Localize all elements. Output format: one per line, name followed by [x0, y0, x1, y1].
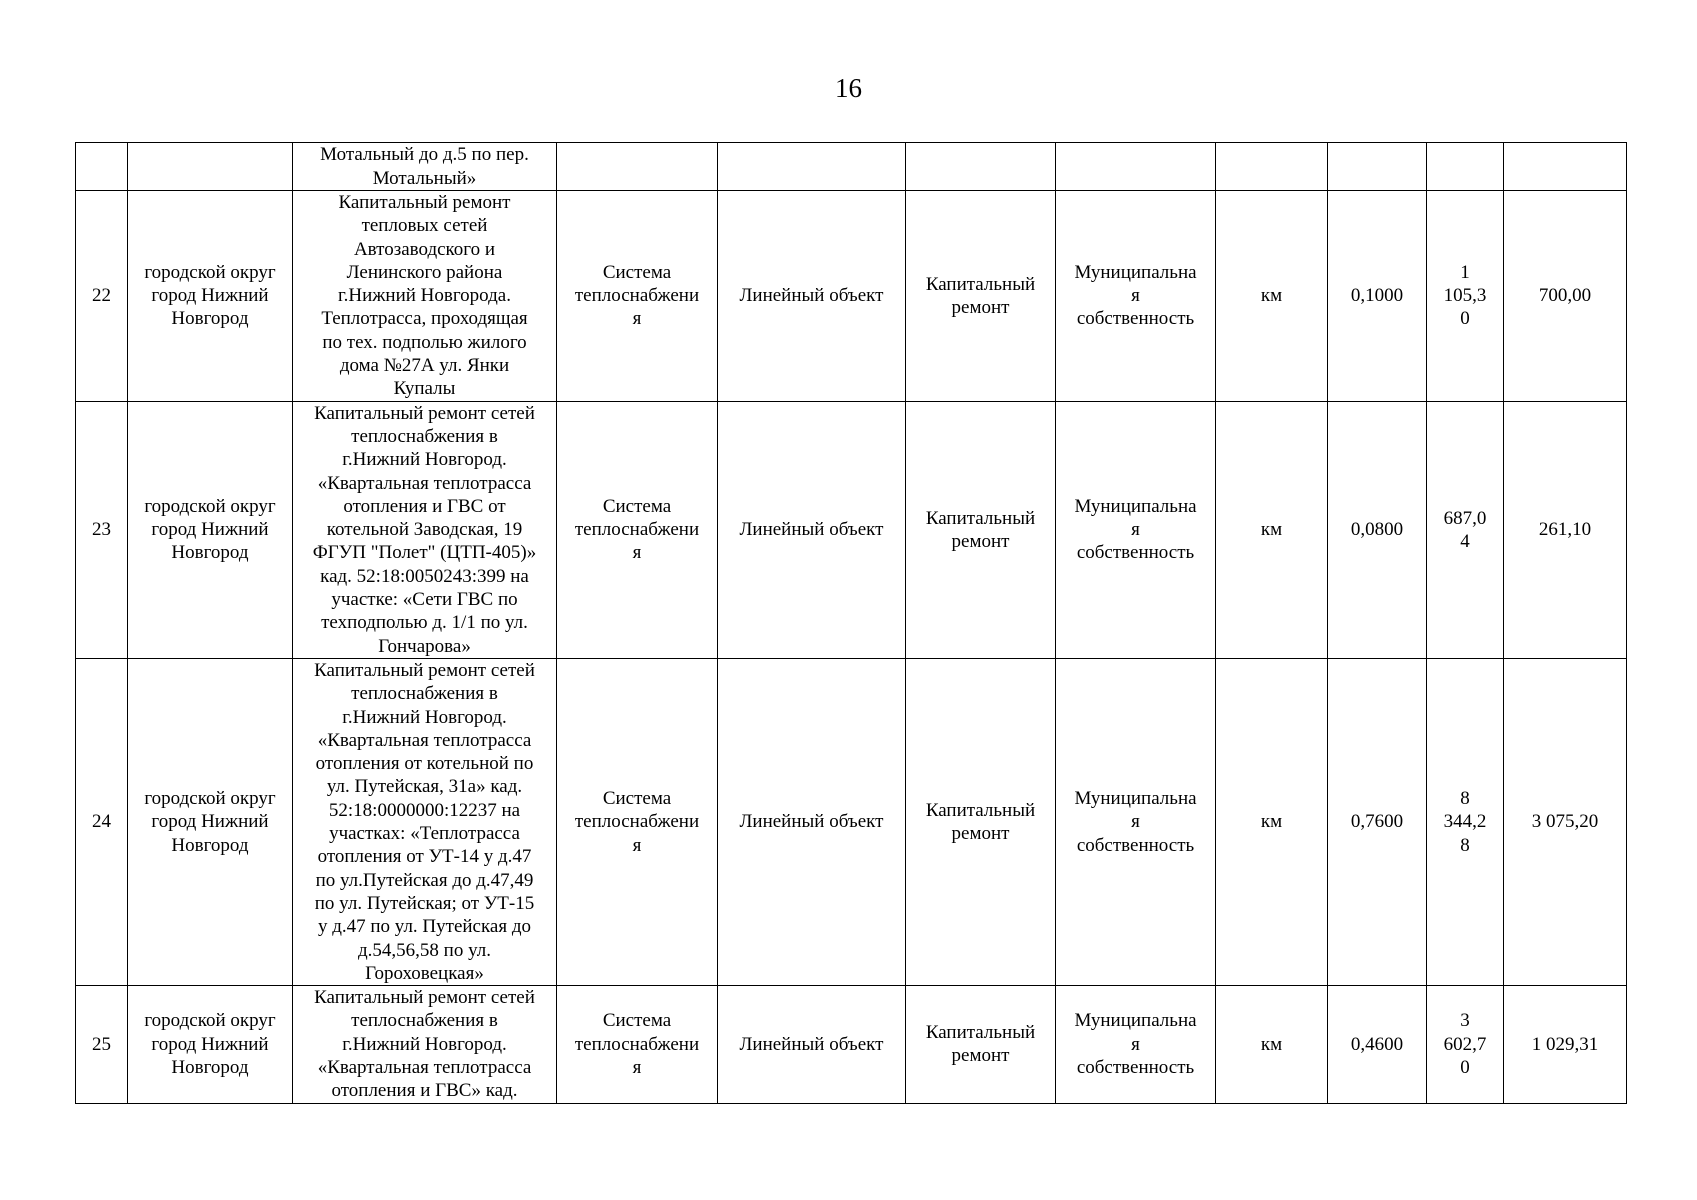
description-cell-line: 52:18:0000000:12237 на	[328, 799, 521, 821]
ownership-cell-line: собственность	[1076, 542, 1195, 564]
unit-cell: км	[1216, 191, 1328, 402]
table-row	[76, 658, 1627, 985]
num-cell: 22	[76, 191, 128, 402]
empty-cell	[718, 143, 906, 191]
system-cell-line: я	[632, 834, 642, 856]
ownership-cell	[1056, 986, 1216, 1103]
cost-cell-line: 4	[1460, 530, 1470, 552]
empty-cell	[1056, 143, 1216, 191]
municipality-cell	[128, 658, 293, 985]
empty-cell	[557, 143, 718, 191]
description-cell	[293, 191, 557, 402]
municipality-cell-line: Новгород	[171, 542, 249, 564]
description-cell-line: ул. Путейская, 31а» кад.	[326, 776, 523, 798]
municipality-cell-line: Новгород	[171, 308, 249, 330]
description-cell	[293, 401, 557, 658]
capacity-cell: 0,4600	[1328, 986, 1427, 1103]
table-row	[76, 986, 1627, 1103]
description-cell-line: «Квартальная теплотрасса	[317, 472, 532, 494]
ownership-cell	[1056, 658, 1216, 985]
municipality-cell-line: Новгород	[171, 834, 249, 856]
cost-cell	[1427, 658, 1504, 985]
municipality-cell-line: Новгород	[171, 1056, 249, 1078]
work-type-cell	[906, 191, 1056, 402]
cost-cell-line: 0	[1460, 308, 1470, 330]
description-cell-line: отопления и ГВС» кад.	[331, 1080, 518, 1102]
description-cell-line: г.Нижний Новгорода.	[338, 285, 511, 307]
description-cell-line: Мотальный»	[372, 167, 477, 189]
cost-cell-line: 0	[1460, 1056, 1470, 1078]
description-cell-line: «Квартальная теплотрасса	[317, 1056, 532, 1078]
municipality-cell-line: городской округ	[144, 495, 276, 517]
system-cell	[557, 986, 718, 1103]
capacity-cell: 0,7600	[1328, 658, 1427, 985]
num-cell: 24	[76, 658, 128, 985]
municipality-cell-line: город Нижний	[151, 285, 269, 307]
ownership-cell-line: Муниципальна	[1074, 1010, 1197, 1032]
object-type-cell: Линейный объект	[718, 658, 906, 985]
empty-cell	[1328, 143, 1427, 191]
work-type-cell-line: Капитальный	[925, 1022, 1036, 1044]
object-type-cell: Линейный объект	[718, 401, 906, 658]
system-cell-line: Система	[602, 261, 672, 283]
table-body	[76, 143, 1627, 1104]
description-cell-line: Капитальный ремонт сетей	[314, 987, 535, 1009]
description-cell-line: теплоснабжения в	[351, 1010, 498, 1032]
cost-cell	[1427, 191, 1504, 402]
ownership-cell-line: Муниципальна	[1074, 788, 1197, 810]
description-cell-line: г.Нижний Новгород.	[342, 706, 507, 728]
system-cell-line: теплоснабжени	[574, 811, 700, 833]
ownership-cell	[1056, 191, 1216, 402]
ownership-cell-line: Муниципальна	[1074, 495, 1197, 517]
system-cell-line: Система	[602, 495, 672, 517]
work-type-cell	[906, 401, 1056, 658]
empty-cell	[1216, 143, 1328, 191]
description-cell-line: Ленинского района	[346, 261, 503, 283]
cost-cell-line: 344,2	[1443, 811, 1487, 833]
system-cell-line: я	[632, 308, 642, 330]
cost-cell-line: 8	[1460, 834, 1470, 856]
empty-cell	[1504, 143, 1627, 191]
work-type-cell-line: ремонт	[951, 296, 1010, 318]
description-cell-line: ФГУП "Полет" (ЦТП-405)»	[312, 542, 537, 564]
work-type-cell-line: ремонт	[951, 823, 1010, 845]
description-cell-line: Мотальный до д.5 по пер.	[320, 144, 529, 166]
description-cell-line: Капитальный ремонт сетей	[314, 659, 535, 681]
description-cell-line: котельной Заводская, 19	[326, 519, 523, 541]
unit-cell: км	[1216, 986, 1328, 1103]
page-number: 16	[835, 73, 862, 103]
description-cell-line: «Квартальная теплотрасса	[317, 729, 532, 751]
cost-cell-line: 1	[1460, 261, 1470, 283]
description-cell-line: отопления от котельной по	[315, 753, 534, 775]
amount-cell: 700,00	[1504, 191, 1627, 402]
description-cell-line: Гороховецкая»	[365, 962, 484, 984]
description-cell-line: Гончарова»	[378, 635, 471, 657]
description-cell-line: Автозаводского и	[353, 238, 496, 260]
municipality-cell	[128, 143, 293, 191]
empty-cell	[1427, 143, 1504, 191]
description-cell-line: по ул.Путейская до д.47,49	[315, 869, 534, 891]
table-row-continuation	[76, 143, 1627, 191]
system-cell-line: теплоснабжени	[574, 285, 700, 307]
work-type-cell	[906, 658, 1056, 985]
municipality-cell-line: город Нижний	[151, 811, 269, 833]
description-cell-line: тепловых сетей	[361, 215, 488, 237]
amount-cell: 261,10	[1504, 401, 1627, 658]
municipality-cell	[128, 401, 293, 658]
description-cell-line: д.54,56,58 по ул.	[358, 939, 491, 961]
work-type-cell-line: ремонт	[951, 530, 1010, 552]
ownership-cell-line: собственность	[1076, 1056, 1195, 1078]
ownership-cell-line: я	[1131, 1033, 1140, 1055]
work-type-cell	[906, 986, 1056, 1103]
amount-cell: 1 029,31	[1504, 986, 1627, 1103]
description-cell-line: Теплотрасса, проходящая	[321, 308, 528, 330]
description-cell-line: Купалы	[393, 378, 456, 400]
ownership-cell-line: собственность	[1076, 834, 1195, 856]
num-cell: 23	[76, 401, 128, 658]
work-type-cell-line: Капитальный	[925, 507, 1036, 529]
ownership-cell-line: собственность	[1076, 308, 1195, 330]
description-cell-line: по тех. подполью жилого	[322, 331, 527, 353]
system-cell-line: я	[632, 1056, 642, 1078]
cost-cell-line: 8	[1460, 788, 1470, 810]
amount-cell: 3 075,20	[1504, 658, 1627, 985]
municipality-cell	[128, 986, 293, 1103]
description-cell-line: техподполью д. 1/1 по ул.	[321, 612, 528, 634]
description-cell-line: теплоснабжения в	[351, 425, 498, 447]
municipality-cell-line: город Нижний	[151, 519, 269, 541]
work-type-cell-line: ремонт	[951, 1045, 1010, 1067]
work-type-cell-line: Капитальный	[925, 273, 1036, 295]
description-cell	[293, 658, 557, 985]
cost-cell-line: 3	[1460, 1010, 1470, 1032]
system-cell	[557, 191, 718, 402]
ownership-cell-line: я	[1131, 285, 1140, 307]
description-cell-line: участках: «Теплотрасса	[329, 823, 520, 845]
cost-cell	[1427, 401, 1504, 658]
ownership-cell-line: я	[1131, 811, 1140, 833]
description-cell-line: г.Нижний Новгород.	[342, 1033, 507, 1055]
municipality-cell-line: городской округ	[144, 261, 276, 283]
capacity-cell: 0,0800	[1328, 401, 1427, 658]
empty-cell	[906, 143, 1056, 191]
municipality-cell	[128, 191, 293, 402]
municipality-cell-line: город Нижний	[151, 1033, 269, 1055]
description-cell	[293, 143, 557, 191]
cost-cell	[1427, 986, 1504, 1103]
ownership-cell-line: я	[1131, 519, 1140, 541]
description-cell-line: Капитальный ремонт	[338, 192, 511, 213]
system-cell-line: Система	[602, 788, 672, 810]
system-cell-line: теплоснабжени	[574, 519, 700, 541]
unit-cell: км	[1216, 401, 1328, 658]
description-cell-line: по ул. Путейская; от УТ-15	[314, 892, 535, 914]
cost-cell-line: 687,0	[1443, 507, 1487, 529]
cost-cell-line: 105,3	[1443, 285, 1487, 307]
system-cell-line: Система	[602, 1010, 672, 1032]
description-cell-line: отопления от УТ-14 у д.47	[317, 846, 532, 868]
unit-cell: км	[1216, 658, 1328, 985]
ownership-cell-line: Муниципальна	[1074, 261, 1197, 283]
municipality-cell-line: городской округ	[144, 788, 276, 810]
work-type-cell-line: Капитальный	[925, 799, 1036, 821]
object-type-cell: Линейный объект	[718, 986, 906, 1103]
num-cell	[76, 143, 128, 191]
table-row	[76, 191, 1627, 402]
description-cell	[293, 986, 557, 1103]
capacity-cell: 0,1000	[1328, 191, 1427, 402]
num-cell: 25	[76, 986, 128, 1103]
municipality-cell-line: городской округ	[144, 1010, 276, 1032]
ownership-cell	[1056, 401, 1216, 658]
system-cell-line: я	[632, 542, 642, 564]
description-cell-line: дома №27А ул. Янки	[339, 355, 510, 377]
description-cell-line: теплоснабжения в	[351, 683, 498, 705]
description-cell-line: отопления и ГВС от	[343, 495, 506, 517]
description-cell-line: кад. 52:18:0050243:399 на	[320, 565, 529, 587]
table-row	[76, 401, 1627, 658]
system-cell	[557, 401, 718, 658]
description-cell-line: г.Нижний Новгород.	[342, 449, 507, 471]
projects-table	[75, 142, 1627, 1104]
system-cell	[557, 658, 718, 985]
object-type-cell: Линейный объект	[718, 191, 906, 402]
cost-cell-line: 602,7	[1443, 1033, 1487, 1055]
description-cell-line: участке: «Сети ГВС по	[331, 589, 518, 611]
description-cell-line: у д.47 по ул. Путейская до	[317, 916, 532, 938]
description-cell-line: Капитальный ремонт сетей	[314, 402, 535, 424]
system-cell-line: теплоснабжени	[574, 1033, 700, 1055]
